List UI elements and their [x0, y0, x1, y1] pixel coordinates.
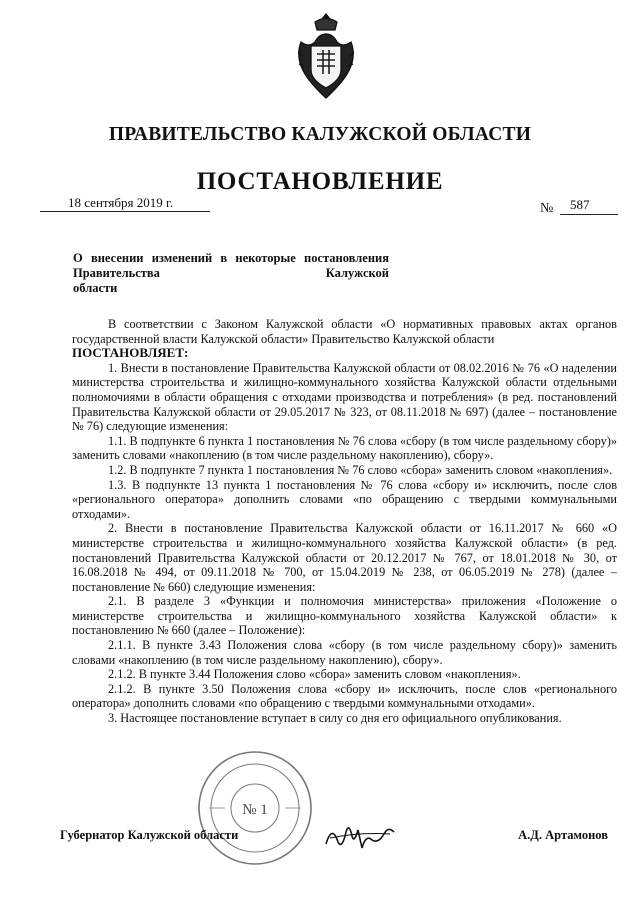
paragraph: 1.2. В подпункте 7 пункта 1 постановления № 76 слово «сбора» заменить словом «накопления».: [108, 462, 613, 477]
resolve-heading: ПОСТАНОВЛЯЕТ:: [72, 345, 189, 361]
handwritten-signature: [322, 808, 402, 856]
subject-line-last: области: [73, 281, 118, 295]
paragraph: 2.1. В разделе 3 «Функции и полномочия министерства» приложения «Положение о министерстве строительства и жилищно-коммунального хозяйства Калужской области» к постановлению № 660 (далее – Положение):: [72, 594, 617, 638]
date-underline: [40, 211, 210, 212]
document-type: ПОСТАНОВЛЕНИЕ: [196, 168, 444, 195]
paragraph: 2.1.2. В пункте 3.50 Положения слова «сбору и» исключить, после слов «регионального оператора» дополнить словами «по обращению с твердыми коммунальными отходами».: [72, 681, 617, 711]
government-title: ПРАВИТЕЛЬСТВО КАЛУЖСКОЙ ОБЛАСТИ: [108, 124, 532, 145]
coat-of-arms-icon: [295, 12, 357, 100]
paragraph: 1. Внести в постановление Правительства Калужской области от 08.02.2016 № 76 «О наделении министерства строительства и жилищно-коммунального хозяйства Калужской области отдельными полномочиями в области обращения с отходами производства и потребления» (в ред. постановлений Правительства Калужской области от 29.05.2017 № 323, от 08.11.2018 № 697) (далее – постановление № 76) следующие изменения:: [72, 360, 617, 434]
paragraph: 2.1.1. В пункте 3.43 Положения слова «сбору (в том числе раздельному сбору)» заменить словами «накоплению (в том числе раздельному накоплению), сбору».: [72, 638, 617, 667]
paragraph: 1.1. В подпункте 6 пункта 1 постановления № 76 слова «сбору (в том числе раздельному сбору)» заменить словами «накоплению (в том числе раздельному накоплению), сбору».: [72, 433, 617, 463]
document-body: [72, 317, 617, 726]
paragraph: 1.3. В подпункте 13 пункта 1 постановления № 76 слова «сбору и» исключить, после слов «регионального оператора» дополнить словами «по обращению с твердыми коммунальными отходами».: [72, 477, 617, 521]
number-underline: [560, 214, 618, 215]
preamble: В соответствии с Законом Калужской области «О нормативных правовых актах органов государственной власти Калужской области» Правительство Калужской области: [72, 317, 617, 346]
document-subject: [73, 251, 389, 296]
document-number: 587: [570, 197, 590, 212]
paragraph: 2. Внести в постановление Правительства Калужской области от 16.11.2017 № 660 «О министерстве строительства и жилищно-коммунального хозяйства Калужской области» (в ред. постановлений Правительства Калужской области от 20.12.2017 № 767, от 18.01.2018 № 30, от 16.08.2018 № 494, от 09.11.2018 № 700, от 15.04.2019 № 238, от 06.05.2019 № 278) (далее – постановление № 660) следующие изменения:: [72, 521, 617, 594]
paragraph: 3. Настоящее постановление вступает в силу со дня его официального опубликования.: [108, 711, 562, 726]
official-seal-icon: [195, 748, 315, 868]
governor-name: А.Д. Артамонов: [518, 828, 608, 842]
number-sign: №: [540, 201, 554, 216]
governor-title: Губернатор Калужской области: [60, 828, 239, 842]
subject-line: О внесении изменений в некоторые постановления Правительства Калужской: [73, 251, 389, 280]
document-date: 18 сентября 2019 г.: [68, 195, 174, 210]
seal-number: № 1: [242, 802, 268, 818]
paragraph: 2.1.2. В пункте 3.44 Положения слово «сбора» заменить словом «накопления».: [108, 667, 521, 682]
